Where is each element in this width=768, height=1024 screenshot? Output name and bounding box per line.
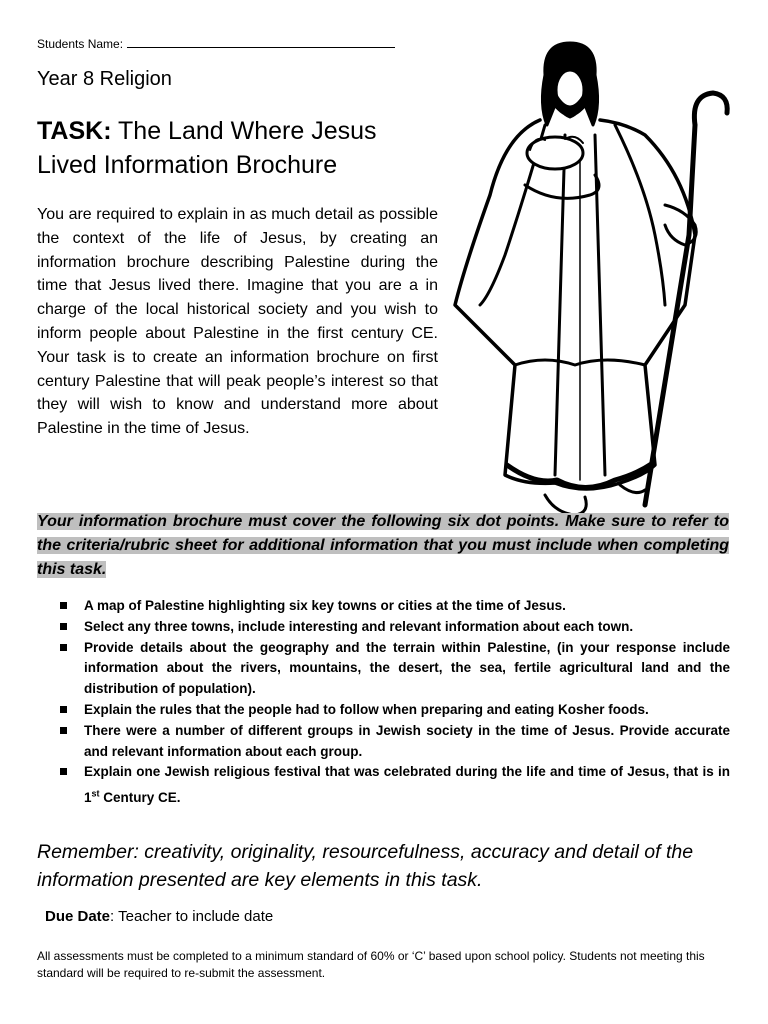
bullet-icon xyxy=(60,623,67,630)
list-item-text: A map of Palestine highlighting six key towns or cities at the time of Jesus. xyxy=(84,598,566,613)
student-name-label: Students Name: xyxy=(37,37,124,51)
intro-paragraph: You are required to explain in as much detail as possible the context of the life of Jesus, by creating an information brochure describing Palestine during the time that Jesus lived there. Imagine that you are a in charge of the local historical society and you wish to inform people about Palestine in the first century CE. Your task is to create an information brochure on first century Palestine that will peak people’s interest so that they will wish to know and understand more about Palestine in the time of Jesus. xyxy=(37,206,438,438)
student-name-line[interactable] xyxy=(127,37,395,48)
list-item xyxy=(60,617,730,638)
list-item-text: Provide details about the geography and the terrain within Palestine, (in your response include information about the rivers, mountains, the desert, the sea, fertile agricultural land and the distribution of population). xyxy=(84,639,730,697)
list-item-text: Select any three towns, include interesting and relevant information about each town. xyxy=(84,618,634,634)
bullet-icon xyxy=(60,644,67,651)
list-item-text xyxy=(84,764,730,804)
festival-superscript: st xyxy=(91,788,100,799)
task-title-text: The Land Where Jesus Lived Information Brochure xyxy=(37,117,377,179)
list-item xyxy=(60,638,730,700)
festival-text-after: Century CE. xyxy=(99,789,181,805)
list-item xyxy=(60,596,730,617)
requirements-list xyxy=(60,596,730,808)
subject-heading: Year 8 Religion xyxy=(37,68,172,90)
bullet-icon xyxy=(60,602,67,609)
list-item xyxy=(60,700,730,721)
instruction-text: Your information brochure must cover the following six dot points. Make sure to refer to the criteria/rubric sheet for additional information that you must include when completing this task. xyxy=(37,513,729,578)
list-item xyxy=(60,721,730,763)
list-item-text: Explain the rules that the people had to follow when preparing and eating Kosher foods. xyxy=(84,701,649,717)
due-date-label: Due Date xyxy=(45,908,111,925)
remember-note: Remember: creativity, originality, resourcefulness, accuracy and detail of the information presented are key elements in this task. xyxy=(37,841,694,891)
task-label: TASK: xyxy=(37,117,112,145)
policy-note: All assessments must be completed to a minimum standard of 60% or ‘C’ based upon school policy. Students not meeting this standard will be required to re-submit the assessment. xyxy=(37,949,705,980)
due-date-value: : Teacher to include date xyxy=(110,908,274,925)
student-name-field[interactable] xyxy=(37,37,395,51)
bullet-icon xyxy=(60,727,67,734)
jesus-shepherd-illustration xyxy=(445,35,735,527)
instruction-highlight xyxy=(37,510,729,582)
list-item xyxy=(60,762,730,808)
festival-text-before: Explain one Jewish religious festival that was celebrated during the life and time of Jesus, that is in 1 xyxy=(84,764,730,805)
task-title xyxy=(37,114,437,182)
bullet-icon xyxy=(60,706,67,713)
list-item-text: There were a number of different groups in Jewish society in the time of Jesus. Provide accurate and relevant information about each group. xyxy=(84,722,730,759)
due-date xyxy=(45,908,273,925)
bullet-icon xyxy=(60,768,67,775)
